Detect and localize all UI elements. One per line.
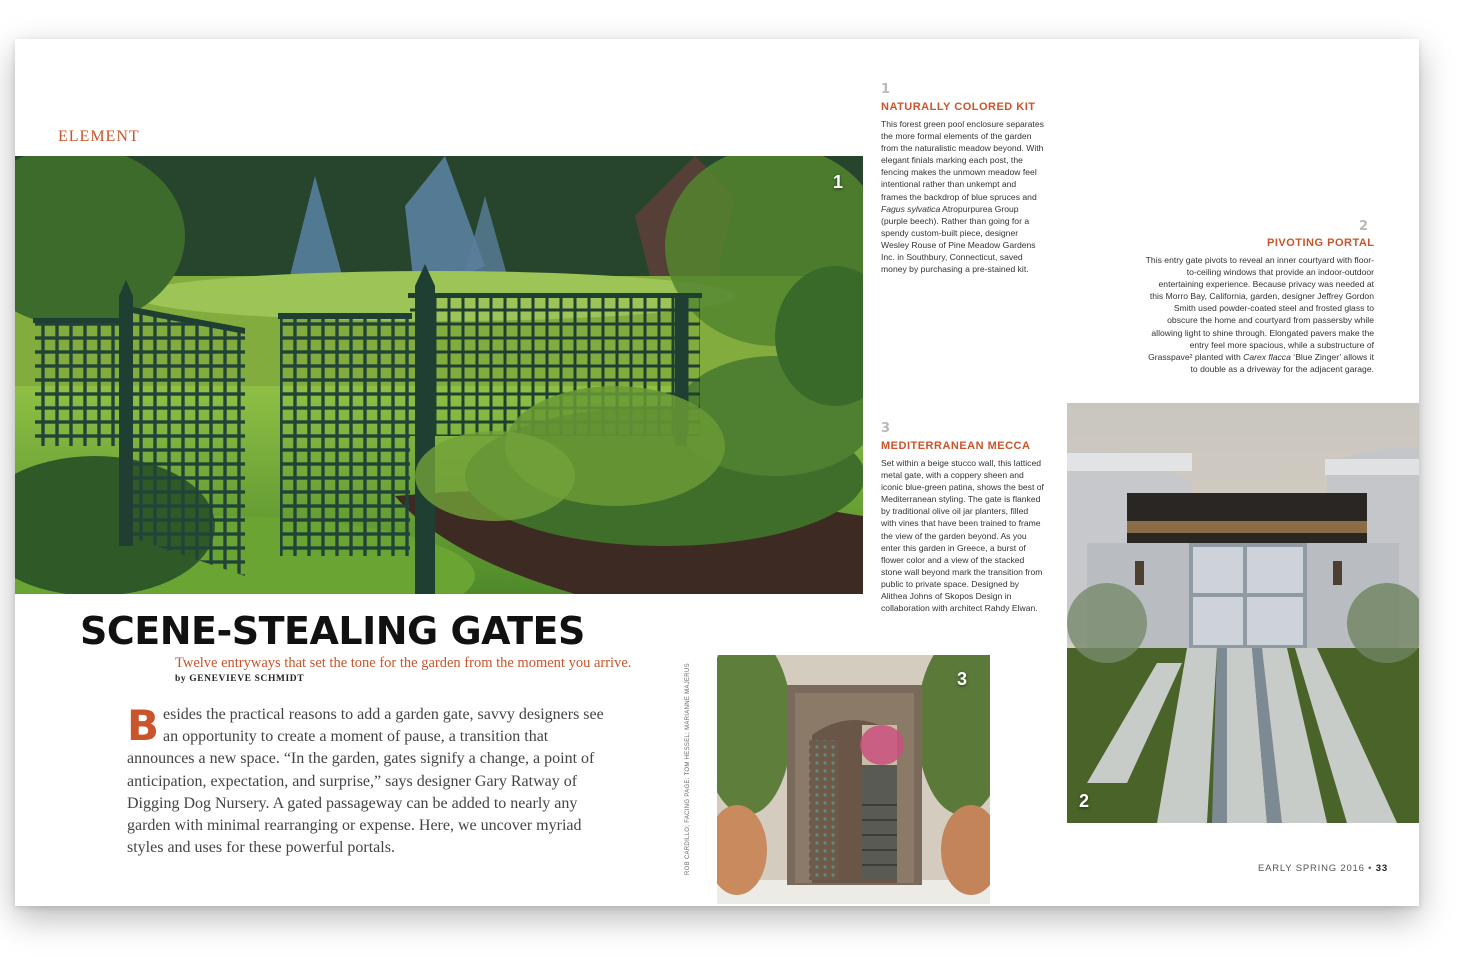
intro-paragraph: [127, 701, 609, 859]
caption3-number: 3: [881, 421, 891, 436]
photo1-number: 1: [833, 172, 844, 192]
photo2-number: 2: [1079, 791, 1090, 811]
folio-separator: •: [1368, 863, 1373, 874]
magazine-page: [15, 39, 1419, 906]
caption3-text: Set within a beige stucco wall, this latticed metal gate, with a coppery sheen and iconic blue-green patina, shows the best of Mediterranean styling. The gate is flanked by traditional olive oil jar planters, filled with vines that have been trained to frame the view of the garden beyond. As you enter this garden in Greece, a burst of flower color and a view of the stacked stone wall beyond mark the transition from public to private space. Designed by Alithea Johns of Skopos Design in collaboration with architect Rahdy Elwan.: [881, 458, 1044, 614]
caption3-heading: MEDITERRANEAN MECCA: [881, 440, 1031, 452]
article-title: SCENE-STEALING GATES: [80, 609, 585, 653]
byline: by GENEVIEVE SCHMIDT: [175, 674, 305, 684]
photo-pivoting-gate: [1067, 403, 1419, 823]
article-subtitle: Twelve entryways that set the tone for the garden from the moment you arrive.: [175, 655, 632, 671]
intro-text: esides the practical reasons to add a garden gate, savvy designers see an opportunity to create a moment of pause, a transition that announces a new space. “In the garden, gates signify a change, a point of anticipation, expectation, and surprise,” says designer Gary Ratway of Digging Dog Nursery. A gated passageway can be added to nearly any garden with minimal rearranging or expense. Here, we uncover myriad styles and uses for these powerful portals.: [127, 706, 604, 857]
folio-page: 33: [1375, 863, 1388, 874]
folio-issue: EARLY SPRING 2016: [1258, 863, 1365, 874]
photo-mediterranean-gate: [717, 655, 990, 904]
caption2-heading: PIVOTING PORTAL: [1267, 237, 1375, 249]
caption1-heading: NATURALLY COLORED KIT: [881, 101, 1036, 113]
caption1-number: 1: [881, 82, 891, 97]
photo-credit: ROB CARDILLO; FACING PAGE: TOM HESSEL; MARIANNE MAJERUS: [685, 663, 691, 875]
section-label: ELEMENT: [58, 128, 140, 145]
caption2-text: This entry gate pivots to reveal an inner courtyard with floor-to-ceiling windows that provide an indoor-outdoor entertaining experience. Because privacy was needed at this Morro Bay, California, garden, designer Jeffrey Gordon Smith used powder-coated steel and frosted glass to obscure the home and courtyard from passersby while allowing light to shine through. Elongated pavers make the entry feel more spacious, while a substructure of Grasspave² planted with Carex flacca ‘Blue Zinger’ allows it to double as a driveway for the adjacent garage.: [1145, 255, 1374, 374]
photo3-number: 3: [957, 669, 968, 689]
folio: [1258, 863, 1388, 874]
caption1-text: This forest green pool enclosure separates the more formal elements of the garden from the naturalistic meadow beyond. With elegant finials marking each post, the fencing makes the unmown meadow feel intentional rather than unkempt and frames the backdrop of blue spruces and Fagus sylvatica Atropurpurea Group (purple beech). Rather than going for a spendy custom-built piece, designer Wesley Rouse of Pine Meadow Gardens Inc. in Southbury, Connecticut, saved money by purchasing a pre-stained kit.: [881, 119, 1044, 275]
dropcap: B: [127, 701, 160, 750]
photo-green-gate: [15, 156, 863, 594]
caption2-number: 2: [1359, 219, 1369, 234]
